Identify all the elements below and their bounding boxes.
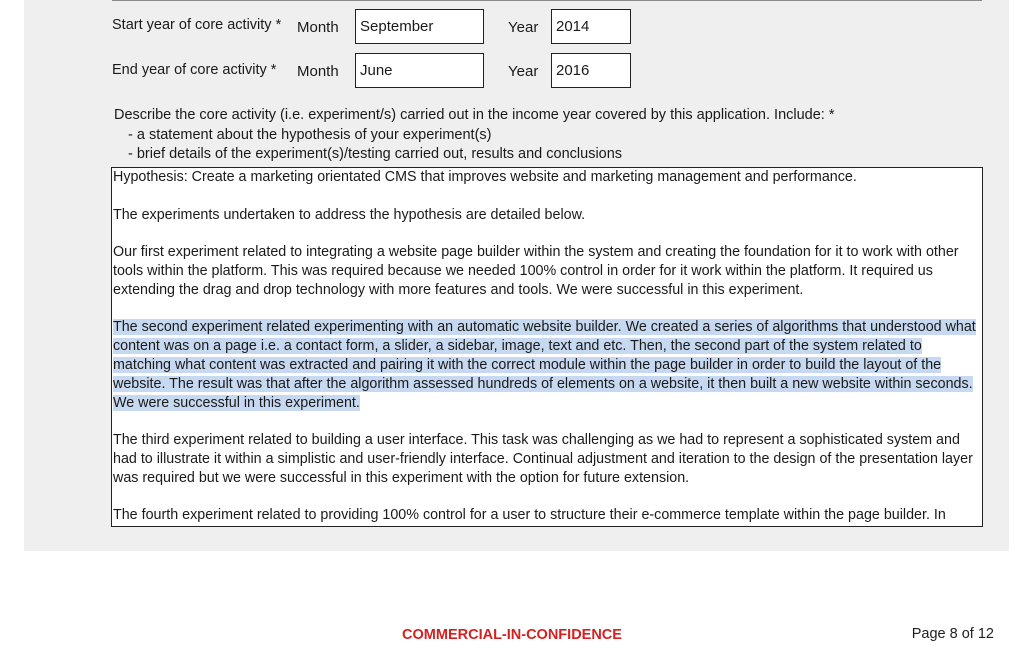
instructions-bullet-hypothesis: - a statement about the hypothesis of your experiment(s): [128, 126, 492, 143]
end-year-field[interactable]: 2016: [551, 53, 631, 88]
instructions-text: Describe the core activity (i.e. experiment/s) carried out in the income year covered by this application. Include: *: [114, 107, 835, 123]
description-paragraph-fourth-experiment: The fourth experiment related to providing 100% control for a user to structure their e-commerce template within the page builder. In: [113, 507, 946, 524]
description-paragraph-first-experiment: Our first experiment related to integrating a website page builder within the system and creating the foundation for it to work with other tools within the platform. This was required because we needed 100% control in order for it work within the platform. It required us extending the drag and drop technology with more features and tools. We were successful in this experiment.: [113, 244, 959, 298]
end-year-field-label: Year: [508, 63, 539, 80]
instructions: [114, 106, 835, 165]
description-paragraph-second-experiment-selected: The second experiment related experimenting with an automatic website builder. We created a series of algorithms that understood what content was on a page i.e. a contact form, a slider, a sidebar, image, text and etc. Then, the second part of the system related to matching what content was extracted and pairing it with the correct module within the page builder in order to build the layout of the website. The result was that after the algorithm assessed hundreds of elements on a website, it then built a new website within seconds. We were successful in this experiment.: [113, 319, 976, 411]
end-month-field[interactable]: June: [355, 53, 484, 88]
start-year-field[interactable]: 2014: [551, 9, 631, 44]
instructions-bullet-details: - brief details of the experiment(s)/testing carried out, results and conclusions: [128, 146, 623, 162]
description-paragraph-third-experiment: The third experiment related to building a user interface. This task was challenging as we had to represent a sophisticated system and had to illustrate it within a simplistic and user-friendly interface. Continual adjustment and iteration to the design of the presentation layer was required but we were successful in this experiment with the option for future extension.: [113, 432, 973, 486]
page-number: Page 8 of 12: [911, 626, 994, 642]
description-paragraph-intro: The experiments undertaken to address the hypothesis are detailed below.: [113, 206, 586, 223]
start-month-label: Month: [297, 19, 339, 36]
start-year-field-label: Year: [508, 19, 539, 36]
core-activity-description-textarea[interactable]: [111, 167, 983, 527]
description-paragraph-hypothesis: Hypothesis: Create a marketing orientated CMS that improves website and marketing management and performance.: [113, 169, 857, 185]
confidentiality-notice: COMMERCIAL-IN-CONFIDENCE: [402, 627, 622, 643]
top-divider: [112, 0, 982, 1]
end-year-label: End year of core activity *: [112, 62, 277, 78]
start-month-field[interactable]: September: [355, 9, 484, 44]
start-year-label: Start year of core activity *: [112, 17, 282, 33]
end-month-label: Month: [297, 63, 339, 80]
